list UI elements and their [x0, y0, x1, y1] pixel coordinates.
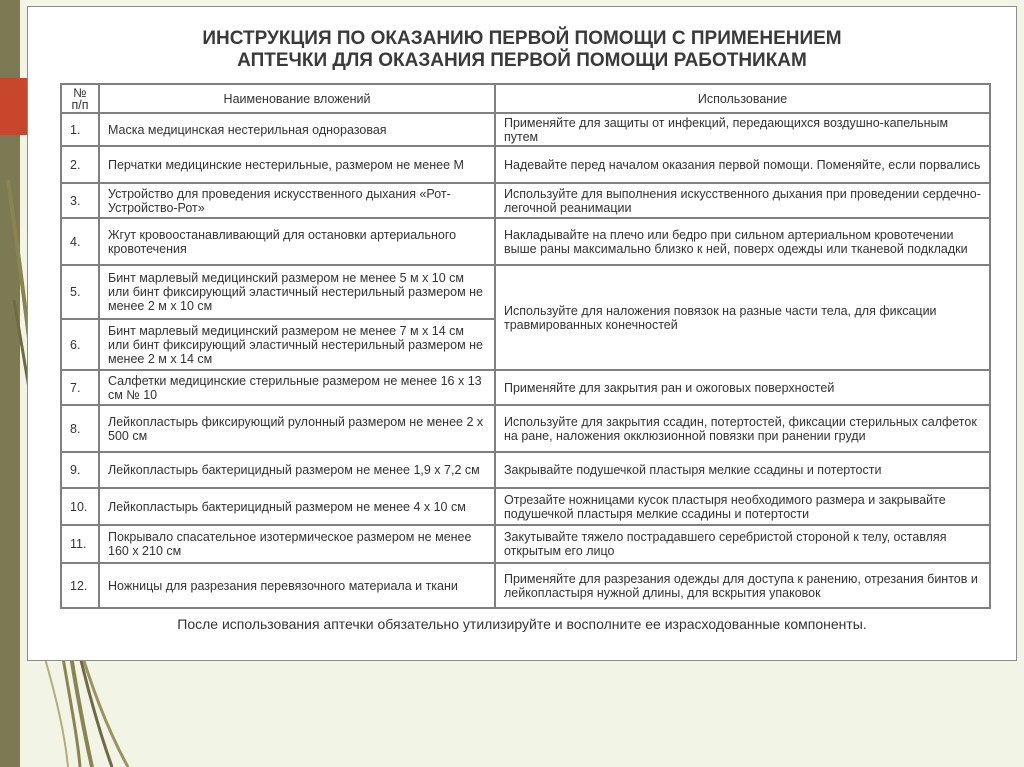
document-title [28, 28, 1016, 72]
item-usage: Отрезайте ножницами кусок пластыря необходимого размера и закрывайте подушечкой пластыря мелкие ссадины и потертости [495, 488, 990, 525]
item-usage: Применяйте для защиты от инфекций, передающихся воздушно-капельным путем [495, 113, 990, 146]
row-number: 1. [61, 113, 99, 146]
row-number: 8. [61, 405, 99, 452]
item-usage: Надевайте перед началом оказания первой помощи. Поменяйте, если порвались [495, 146, 990, 183]
table-row [61, 218, 990, 265]
row-number: 9. [61, 452, 99, 488]
item-usage: Применяйте для разрезания одежды для доступа к ранению, отрезания бинтов и лейкопластыря нужной длины, для вскрытия упаковок [495, 563, 990, 608]
row-number: 4. [61, 218, 99, 265]
first-aid-table [60, 83, 991, 609]
item-name: Покрывало спасательное изотермическое размером не менее 160 х 210 см [99, 525, 495, 563]
row-number: 2. [61, 146, 99, 183]
item-usage: Используйте для наложения повязок на разные части тела, для фиксации травмированных конечностей [495, 265, 990, 370]
left-accent-block [0, 78, 27, 135]
table-row [61, 405, 990, 452]
table-row [61, 183, 990, 218]
item-name: Перчатки медицинские нестерильные, размером не менее М [99, 146, 495, 183]
document-page [27, 6, 1017, 661]
item-name: Устройство для проведения искусственного дыхания «Рот-Устройство-Рот» [99, 183, 495, 218]
item-usage: Накладывайте на плечо или бедро при сильном артериальном кровотечении выше раны максимально близко к ней, поверх одежды или тканевой подкладки [495, 218, 990, 265]
item-usage: Используйте для закрытия ссадин, потертостей, фиксации стерильных салфеток на ране, наложения окклюзионной повязки при ранении груди [495, 405, 990, 452]
header-num: № п/п [61, 84, 99, 113]
table-row [61, 525, 990, 563]
table-header-row [61, 84, 990, 113]
row-number: 12. [61, 563, 99, 608]
item-usage: Применяйте для закрытия ран и ожоговых поверхностей [495, 370, 990, 405]
item-name: Лейкопластырь бактерицидный размером не менее 4 х 10 см [99, 488, 495, 525]
row-number: 5. [61, 265, 99, 319]
header-use: Использование [495, 84, 990, 113]
title-line-1: ИНСТРУКЦИЯ ПО ОКАЗАНИЮ ПЕРВОЙ ПОМОЩИ С ПРИМЕНЕНИЕМ [202, 28, 842, 49]
footer-note: После использования аптечки обязательно утилизируйте и восполните ее израсходованные компоненты. [177, 616, 867, 632]
row-number: 6. [61, 319, 99, 370]
item-name: Салфетки медицинские стерильные размером не менее 16 х 13 см № 10 [99, 370, 495, 405]
item-usage: Закутывайте тяжело пострадавшего серебристой стороной к телу, оставляя открытым его лицо [495, 525, 990, 563]
row-number: 7. [61, 370, 99, 405]
table-row [61, 563, 990, 608]
header-name: Наименование вложений [99, 84, 495, 113]
item-name: Лейкопластырь бактерицидный размером не менее 1,9 х 7,2 см [99, 452, 495, 488]
item-name: Ножницы для разрезания перевязочного материала и ткани [99, 563, 495, 608]
table-row [61, 146, 990, 183]
item-name: Жгут кровоостанавливающий для остановки артериального кровотечения [99, 218, 495, 265]
title-line-2: АПТЕЧКИ ДЛЯ ОКАЗАНИЯ ПЕРВОЙ ПОМОЩИ РАБОТНИКАМ [237, 50, 807, 71]
item-name: Бинт марлевый медицинский размером не менее 5 м х 10 см или бинт фиксирующий эластичный нестерильный размером не менее 2 м х 10 см [99, 265, 495, 319]
item-name: Лейкопластырь фиксирующий рулонный размером не менее 2 х 500 см [99, 405, 495, 452]
item-usage: Используйте для выполнения искусственного дыхания при проведении сердечно-легочной реанимации [495, 183, 990, 218]
item-name: Бинт марлевый медицинский размером не менее 7 м х 14 см или бинт фиксирующий эластичный нестерильный размером не менее 2 м х 14 см [99, 319, 495, 370]
row-number: 3. [61, 183, 99, 218]
row-number: 11. [61, 525, 99, 563]
item-name: Маска медицинская нестерильная одноразовая [99, 113, 495, 146]
row-number: 10. [61, 488, 99, 525]
item-usage: Закрывайте подушечкой пластыря мелкие ссадины и потертости [495, 452, 990, 488]
table-row [61, 370, 990, 405]
table-row [61, 113, 990, 146]
table-row [61, 265, 990, 319]
table-row [61, 452, 990, 488]
table-row [61, 488, 990, 525]
